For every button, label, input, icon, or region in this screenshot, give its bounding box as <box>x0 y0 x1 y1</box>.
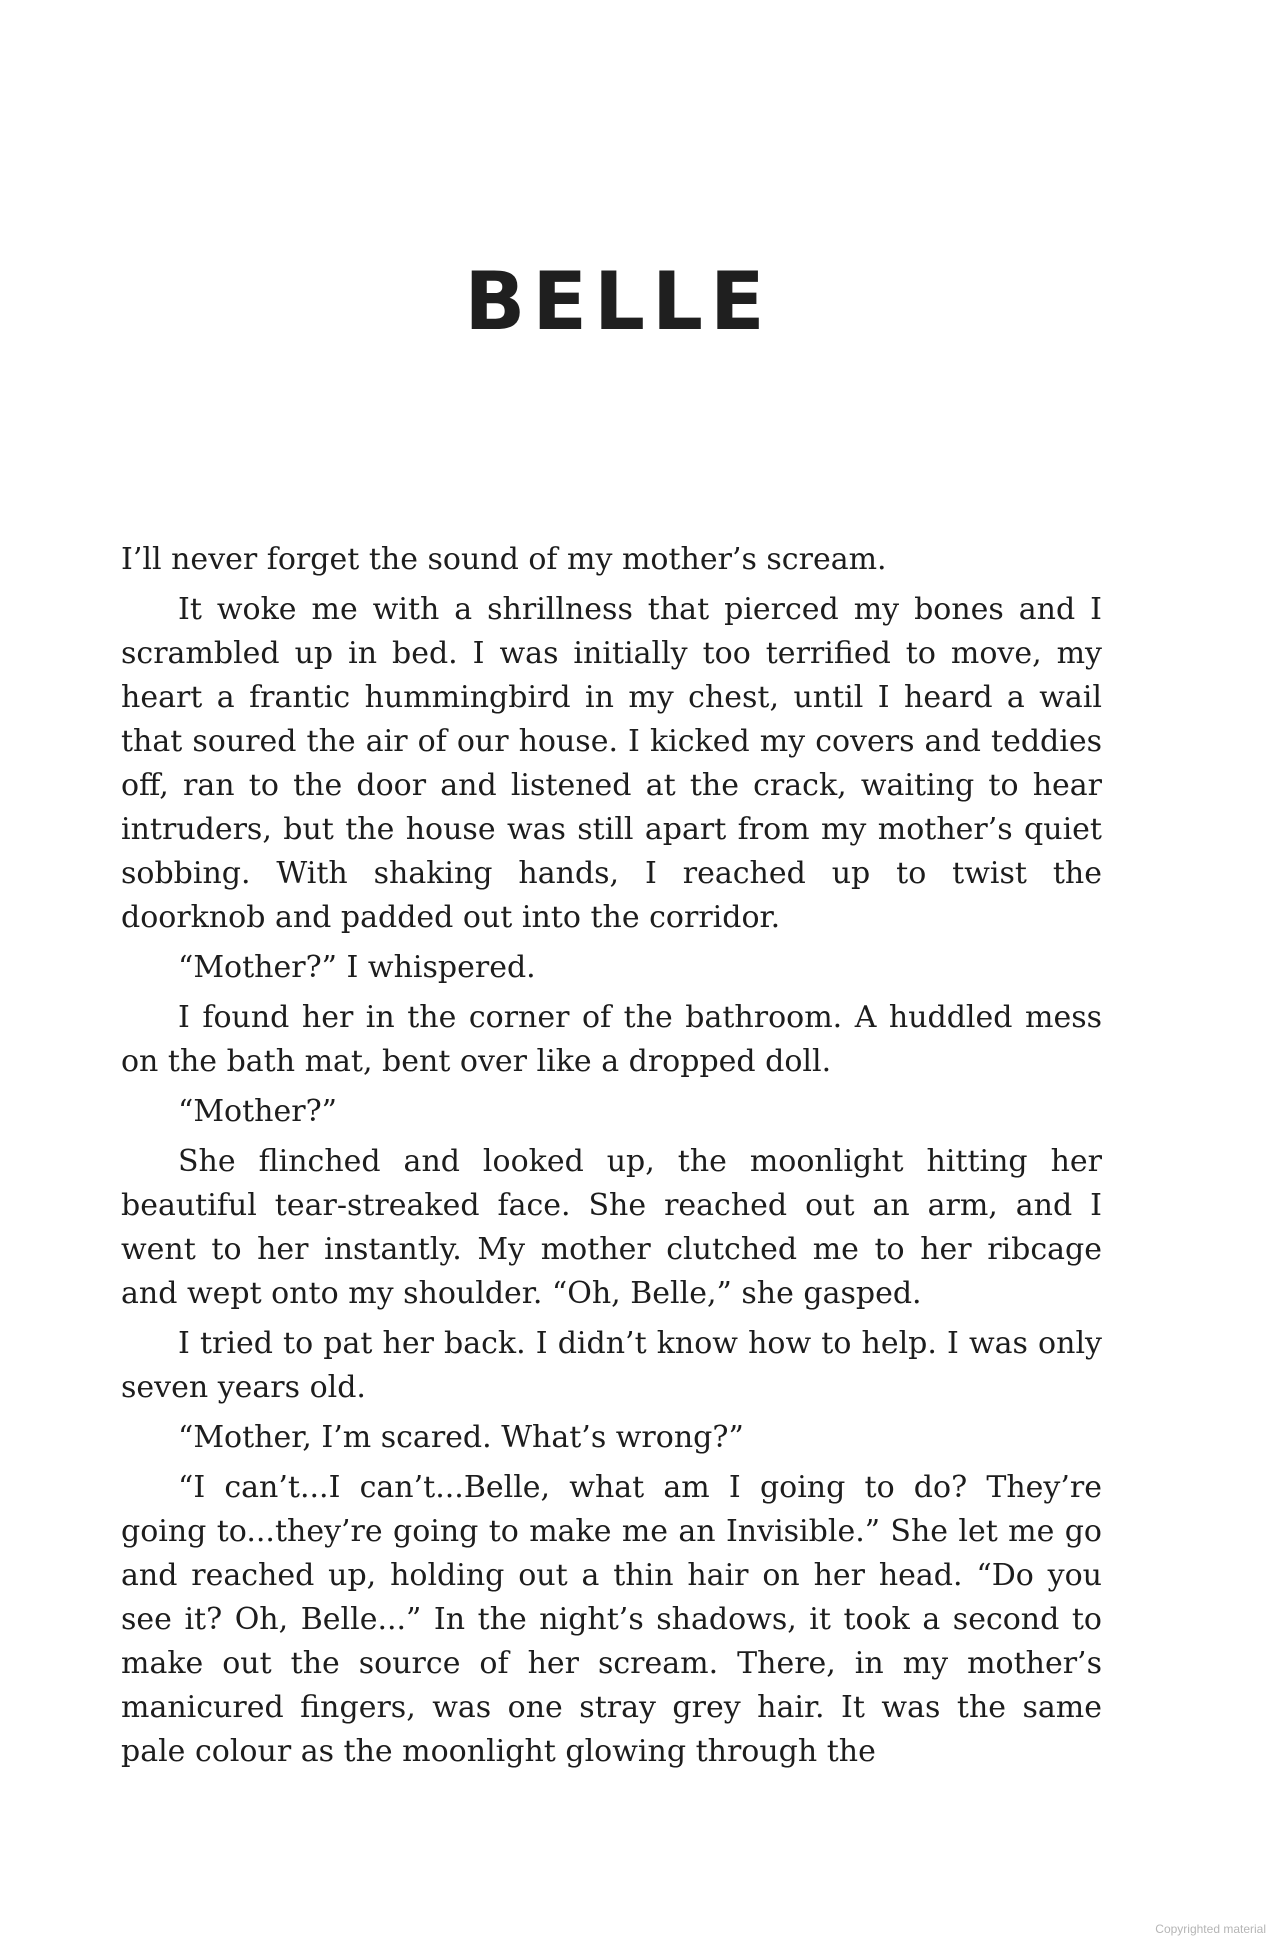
paragraph: She flinched and looked up, the moonlight hitting her beautiful tear-streaked face. She reached out an arm, and I went to her instantly. My mother clutched me to her ribcage and wept onto my shoulder. “Oh, Belle,” she gasped. <box>121 1144 1102 1311</box>
chapter-body <box>121 538 1102 1780</box>
copyright-notice: Copyrighted material <box>1155 1922 1266 1936</box>
paragraph: “I can’t...I can’t...Belle, what am I going to do? They’re going to...they’re going to make me an Invisible.” She let me go and reached up, holding out a thin hair on her head. “Do you see it? Oh, Belle...” In the night’s shadows, it took a second to make out the source of her scream. There, in my mother’s manicured fingers, was one stray grey hair. It was the same pale colour as the moonlight glowing through the <box>121 1470 1102 1769</box>
paragraph: I found her in the corner of the bathroom. A huddled mess on the bath mat, bent over like a dropped doll. <box>121 1000 1102 1079</box>
paragraph: I tried to pat her back. I didn’t know how to help. I was only seven years old. <box>121 1326 1102 1405</box>
paragraph: “Mother?” <box>178 1094 338 1129</box>
paragraph: “Mother, I’m scared. What’s wrong?” <box>178 1420 744 1455</box>
paragraph: “Mother?” I whispered. <box>178 950 536 985</box>
chapter-title: BELLE <box>464 255 772 348</box>
paragraph: I’ll never forget the sound of my mother’s scream. <box>121 542 887 577</box>
paragraph: It woke me with a shrillness that pierced my bones and I scrambled up in bed. I was initially too terrified to move, my heart a frantic hummingbird in my chest, until I heard a wail that soured the air of our house. I kicked my covers and teddies off, ran to the door and listened at the crack, waiting to hear intruders, but the house was still apart from my mother’s quiet sobbing. With shaking hands, I reached up to twist the doorknob and padded out into the corridor. <box>121 592 1102 935</box>
